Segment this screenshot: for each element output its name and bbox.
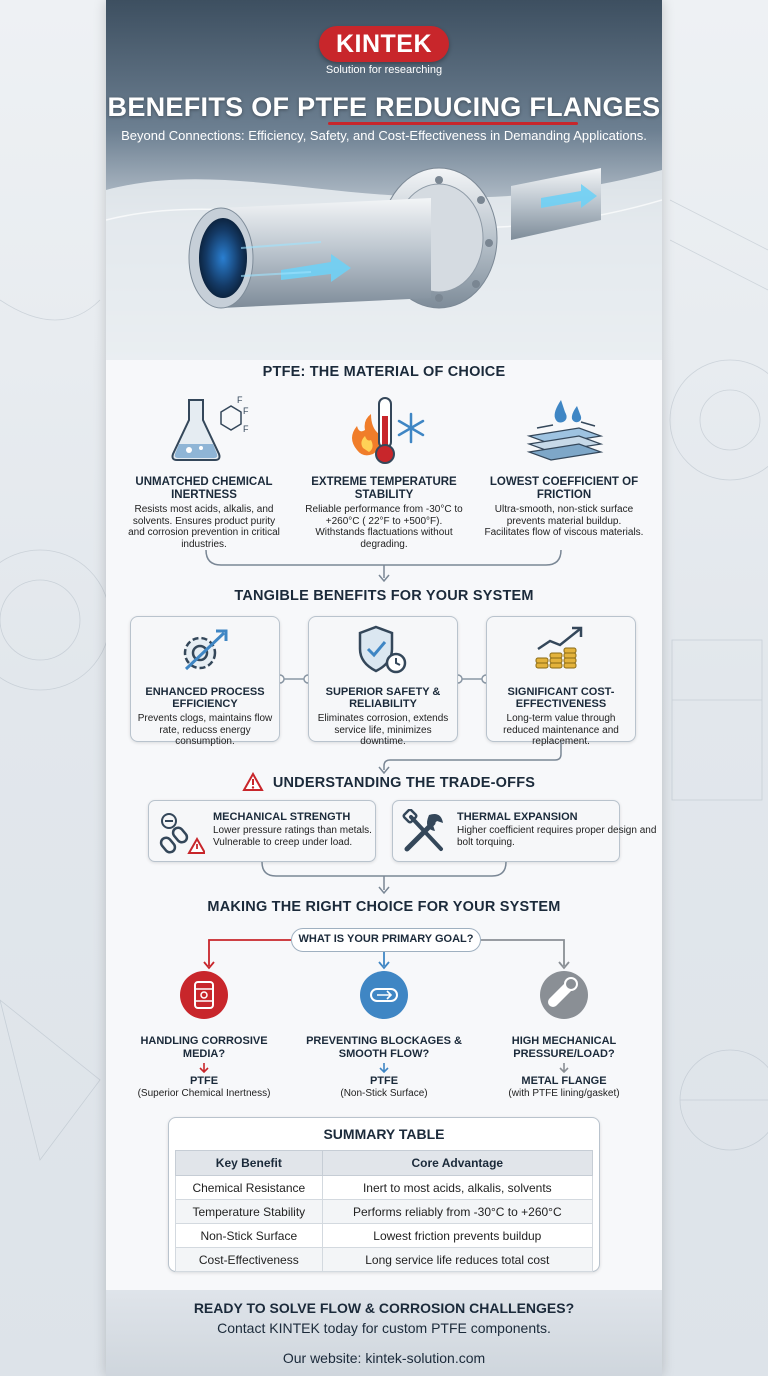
tools-icon [401, 809, 449, 855]
feature-text: Resists most acids, alkalis, and solvents. Ensures product purity and corrosion prevention in critical industries. [128, 504, 280, 550]
card-text: Prevents clogs, maintains flow rate, reducss energy consumption. [137, 713, 273, 747]
choice-smooth-flow [299, 970, 469, 1099]
table-cell: Non-Stick Surface [176, 1224, 323, 1248]
section-connector [106, 545, 662, 585]
tradeoff-thermal-expansion [392, 800, 657, 862]
title-underline [328, 122, 578, 125]
feature-low-friction [484, 392, 644, 539]
tradeoffs-section-title: UNDERSTANDING THE TRADE-OFFS [272, 775, 536, 791]
chemistry-flask-icon [159, 392, 249, 467]
choice-result: PTFE [189, 1075, 219, 1087]
table-row [176, 1248, 593, 1272]
choice-high-pressure [479, 970, 649, 1099]
table-cell: Long service life reduces total cost [322, 1248, 592, 1272]
card-title: SUPERIOR SAFETY & RELIABILITY [325, 686, 441, 710]
corrosive-barrel-icon [179, 970, 229, 1020]
choice-result: PTFE [369, 1075, 399, 1087]
feature-title: LOWEST COEFFICIENT OF FRICTION [489, 476, 639, 501]
infographic-sheet [106, 0, 662, 1376]
coins-growth-icon [532, 623, 590, 677]
pipe-flow-icon [359, 970, 409, 1020]
column-header: Key Benefit [176, 1151, 323, 1176]
choice-section-title: MAKING THE RIGHT CHOICE FOR YOUR SYSTEM [207, 899, 561, 915]
arrow-down-icon [559, 1063, 569, 1073]
footer-contact: Contact KINTEK today for custom PTFE components. [217, 1320, 551, 1336]
section-connector [106, 860, 662, 896]
benefit-card-cost [486, 616, 636, 747]
arrow-down-icon [199, 1063, 209, 1073]
arrow-down-icon [379, 1063, 389, 1073]
feature-temperature-stability [304, 392, 464, 550]
page-title: BENEFITS OF PTFE REDUCING FLANGES [107, 92, 661, 122]
svg-text:F: F [243, 406, 249, 416]
website-link[interactable]: kintek-solution.com [365, 1350, 486, 1366]
summary-title: SUMMARY TABLE [323, 1126, 445, 1142]
summary-table [175, 1150, 593, 1272]
feature-chemical-inertness [124, 392, 284, 550]
table-cell: Lowest friction prevents buildup [322, 1224, 592, 1248]
choice-result: METAL FLANGE [521, 1075, 607, 1087]
footer-website [106, 1350, 662, 1366]
choice-detail: (Non-Stick Surface) [340, 1088, 428, 1099]
table-header-row [176, 1151, 593, 1176]
card-title: SIGNIFICANT COST-EFFECTIVENESS [507, 686, 615, 710]
page-subtitle: Beyond Connections: Efficiency, Safety, and Cost-Effectiveness in Demanding Applications. [121, 128, 647, 143]
choice-question: PREVENTING BLOCKAGES & SMOOTH FLOW? [306, 1035, 462, 1060]
feature-text: Reliable performance from -30°C to +260°C ( 22°F to +500°F). Withstands flactuations without degrading. [305, 504, 463, 550]
gear-arrow-icon [176, 623, 234, 677]
table-row [176, 1176, 593, 1200]
temperature-icon [339, 392, 429, 467]
summary-table-card [168, 1117, 600, 1272]
feature-title: EXTREME TEMPERATURE STABILITY [311, 476, 457, 501]
reducing-flange-illustration [181, 158, 601, 338]
tradeoff-text: Higher coefficient requires proper design and bolt torquing. [457, 825, 657, 848]
feature-title: UNMATCHED CHEMICAL INERTNESS [135, 476, 273, 501]
tradeoff-title: THERMAL EXPANSION [457, 811, 578, 823]
choice-detail: (Superior Chemical Inertness) [137, 1088, 271, 1099]
benefits-section-title: TANGIBLE BENEFITS FOR YOUR SYSTEM [234, 588, 534, 604]
kintek-logo: KINTEK [319, 26, 449, 62]
table-cell: Temperature Stability [176, 1200, 323, 1224]
website-label: Our website: [282, 1350, 362, 1366]
low-friction-icon [519, 392, 609, 467]
material-section-title: PTFE: THE MATERIAL OF CHOICE [262, 364, 506, 380]
table-row [176, 1200, 593, 1224]
primary-goal-question: WHAT IS YOUR PRIMARY GOAL? [291, 928, 481, 952]
benefit-card-safety [308, 616, 458, 747]
section-connector [106, 742, 662, 774]
choice-question: HIGH MECHANICAL PRESSURE/LOAD? [511, 1035, 617, 1060]
svg-text:F: F [237, 395, 243, 405]
tradeoff-title: MECHANICAL STRENGTH [213, 811, 351, 823]
card-text: Eliminates corrosion, extends service life, minimizes downtime. [317, 713, 449, 747]
benefit-card-efficiency [130, 616, 280, 747]
shield-check-icon [354, 623, 412, 677]
metal-pipe-icon [539, 970, 589, 1020]
table-cell: Chemical Resistance [176, 1176, 323, 1200]
choice-question: HANDLING CORROSIVE MEDIA? [140, 1035, 268, 1060]
footer-cta: READY TO SOLVE FLOW & CORROSION CHALLENGES? [193, 1300, 575, 1316]
column-header: Core Advantage [322, 1151, 592, 1176]
choice-corrosive-media [119, 970, 289, 1099]
tradeoff-mechanical-strength [148, 800, 376, 862]
card-title: ENHANCED PROCESS EFFICIENCY [145, 686, 265, 710]
broken-chain-icon [157, 809, 205, 855]
table-cell: Inert to most acids, alkalis, solvents [322, 1176, 592, 1200]
table-cell: Cost-Effectiveness [176, 1248, 323, 1272]
card-text: Long-term value through reduced maintenance and replacement. [503, 713, 619, 747]
table-row [176, 1224, 593, 1248]
logo-tagline: Solution for researching [325, 64, 443, 76]
table-cell: Performs reliably from -30°C to +260°C [322, 1200, 592, 1224]
choice-detail: (with PTFE lining/gasket) [508, 1088, 620, 1099]
svg-text:F: F [243, 424, 249, 434]
feature-text: Ultra-smooth, non-stick surface prevents material buildup. Facilitates flow of viscous materials. [484, 504, 644, 538]
tradeoff-text: Lower pressure ratings than metals. Vulnerable to creep under load. [213, 825, 372, 848]
